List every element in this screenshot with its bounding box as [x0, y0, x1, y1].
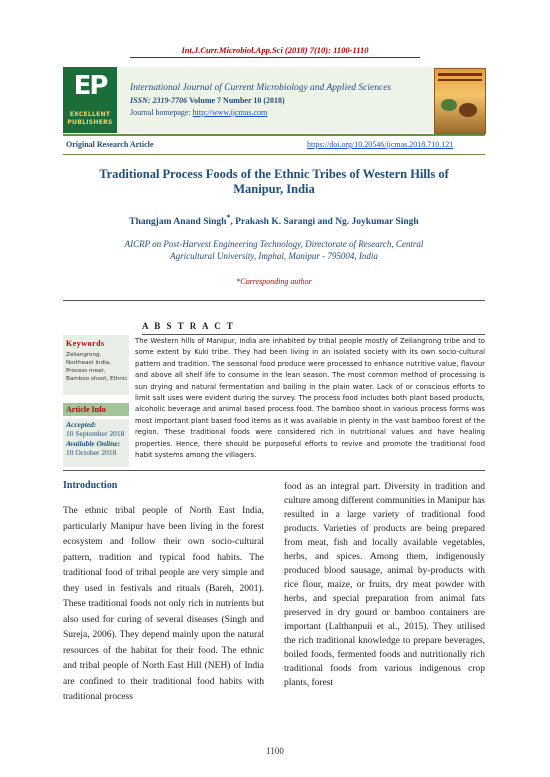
- article-title-line1: Traditional Process Foods of the Ethnic Tribes of Western Hills of: [99, 167, 449, 181]
- affiliation-line2: Agricultural University, Imphal, Manipur - 795004, India: [170, 251, 378, 261]
- journal-homepage: [130, 108, 267, 117]
- logo-subtitle-line1: EXCELLENT: [69, 111, 111, 118]
- introduction-heading: Introduction: [63, 480, 118, 491]
- online-label: Available Online:: [66, 438, 121, 448]
- homepage-link[interactable]: http://www.ijcmas.com: [192, 108, 268, 117]
- article-info-heading: Article Info: [66, 405, 106, 414]
- affiliation: [63, 238, 485, 262]
- article-title-line2: Manipur, India: [233, 182, 315, 196]
- abstract-top-rule: [63, 300, 485, 301]
- abstract-heading: A B S T R A C T: [142, 321, 235, 331]
- article-bar-top-rule: [63, 134, 485, 136]
- article-type: Original Research Article: [66, 140, 154, 149]
- logo-subtitle: [63, 111, 117, 127]
- first-author: Thangjam Anand Singh: [129, 217, 227, 228]
- journal-issn: [130, 96, 285, 105]
- abstract-bottom-rule: [63, 470, 485, 471]
- accepted-date: 10 September 2018: [66, 429, 125, 439]
- running-head: Int.J.Curr.Microbiol.App.Sci (2018) 7(10): 1100-1110: [181, 45, 369, 55]
- keywords-list: Zeliangrong, Northeast India, Process meat, Bamboo shoot, Ethnic: [66, 352, 128, 382]
- doi-link[interactable]: https://doi.org/10.20546/ijcmas.2018.710.121: [307, 140, 454, 149]
- header-rule: [130, 57, 420, 58]
- volume: Volume 7 Number 10 (2018): [189, 96, 285, 105]
- corresponding-author-note: *Corresponding author: [236, 277, 312, 286]
- affiliation-line1: AICRP on Post-Harvest Engineering Technology, Directorate of Research, Central: [124, 239, 424, 249]
- publisher-logo: [63, 67, 117, 133]
- abstract-text: The Western hills of Manipur, India are inhabited by tribal people mostly of Zeliangrong tribe and to some extent by Kuki tribe. They had been living in an isolated society with its own socio-cultural pattern and tradition. The seasonal food produce were processed to enhance nutritive value, flavour and above all shelf life to consume in the lean season. The most common method of processing is sun drying and natural fermentation and boiling in the plain water. Lack of or conscious efforts to limit salt uses were evident during the survey. The process food includes both plant based products, alcoholic beverage and animal based process food. The bamboo shoot in various process forms was most important plant based food items as it was available in plenty in the vast bamboo forest of the region. These traditional foods were considered rich in nutritional values and have healing properties. Hence, there should be purposeful efforts to revive and promote the traditional food habit systems among the villagers.: [135, 337, 485, 460]
- issn: ISSN: 2319-7706: [130, 96, 188, 105]
- homepage-label: Journal homepage:: [130, 108, 193, 117]
- online-date: 10 October 2018: [66, 448, 117, 458]
- abstract-heading-rule: [142, 334, 485, 335]
- article-title: [63, 167, 485, 197]
- other-authors: , Prakash K. Sarangi and Ng. Joykumar Singh: [230, 217, 419, 228]
- journal-cover-image: [434, 68, 486, 134]
- corresponding-mark: *: [226, 213, 231, 222]
- keywords-heading: Keywords: [66, 339, 105, 348]
- journal-name: International Journal of Current Microbiology and Applied Sciences: [130, 83, 392, 93]
- logo-subtitle-line2: PUBLISHERS: [67, 119, 113, 126]
- author-list: [63, 213, 485, 227]
- logo-letters: EP: [73, 71, 107, 101]
- accepted-label: Accepted:: [66, 420, 97, 429]
- page-number: 1100: [266, 746, 284, 756]
- introduction-column-left: The ethnic tribal people of North East India, particularly Manipur have been living in the forest ecosystem and follow their own socio-cultural pattern, tradition and typical food habits. The traditional food of tribal people are very simple and they used in festivals and rituals (Bareh, 2001). These traditional foods not only rich in nutrients but also used for curing of several diseases (Singh and Sureja, 2006). They depend mainly upon the natural resources of the habitat for their food. The ethnic and tribal people of North East Hill (NEH) of India are confined to their traditional food habits with traditional process: [63, 506, 264, 702]
- introduction-column-right: food as an integral part. Diversity in tradition and culture among different communities in Manipur has resulted in a large variety of traditional food products. Varieties of products are being prepared from meat, fish and locally available vegetables, herbs, and spices. Among them, indigenously produced blood sausage, animal by-products with rice flour, maize, or fruits, dry meat powder with herbs, and special preparation from animal fats preserved in dry gourd or bamboo containers are important (Lalthanpuii et al., 2015). They utilised the rich traditional knowledge to prepare beverages, boiled foods, fermented foods and nutritionally rich traditional foods from various indigenous crop plants, forest: [284, 482, 485, 688]
- article-dates: [66, 420, 128, 458]
- article-bar-bottom-rule: [63, 154, 485, 155]
